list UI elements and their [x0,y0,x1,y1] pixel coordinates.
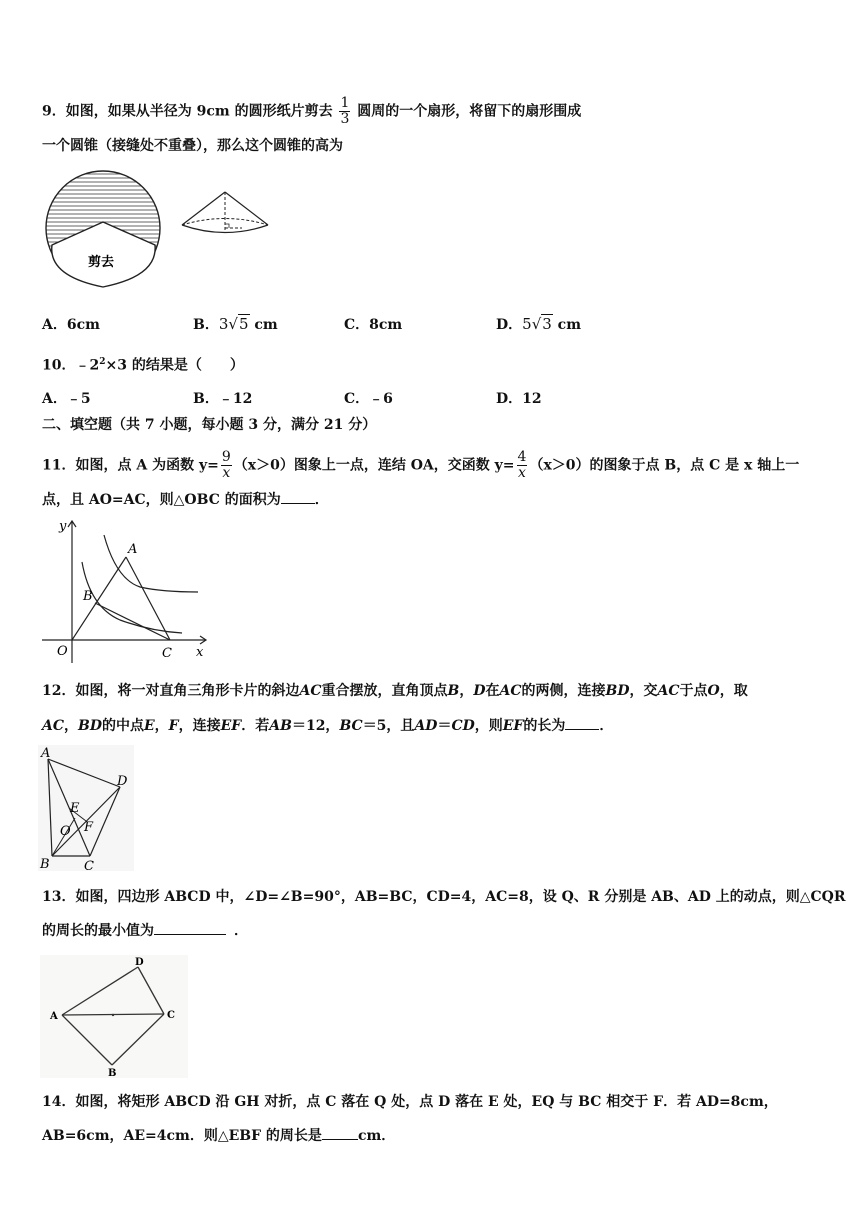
q10-option-b[interactable]: B．﹣12 [193,391,253,407]
q12-t11: ，交 [629,683,658,699]
q9-option-d-prefix: D． [496,317,523,333]
q11-line2-pre: 点，且 AO=AC，则△OBC 的面积为 [42,492,281,508]
q12-t8: AC [499,683,522,699]
q10-option-c[interactable]: C．﹣6 [344,391,393,407]
q10-stem [42,353,244,375]
q11-label-y: y [59,519,67,534]
q9-option-a[interactable]: A．6cm [42,317,100,333]
q11-frac2-den: x [518,465,526,481]
q9-stem-line1 [42,96,581,127]
q10-stem-pre: 10．﹣2 [42,357,100,374]
q12-stem-line2 [42,717,613,735]
q14-stem-line1: 14．如图，将矩形 ABCD 沿 GH 对折，点 C 落在 Q 处，点 D 落在 E 处，EQ 与 BC 相交于 F．若 AD=8cm， [42,1094,778,1110]
q12-t1: 12．如图，将一对直角三角形卡片的斜边 [42,683,300,699]
q13-label-b: B [108,1068,117,1079]
q12-l2i: EF [220,718,242,734]
q14-line2-post: cm． [357,1128,396,1144]
q12-l2m: BC [339,718,363,734]
q12-label-e: E [70,801,80,816]
q13-label-c: C [167,1010,175,1021]
q13-stem-line1: 13．如图，四边形 ABCD 中，∠D=∠B=90°，AB=BC，CD=4，AC=8，设 Q、R 分别是 AB、AD 上的动点，则△CQR [42,889,846,905]
q13-line2-post: ． [234,923,248,939]
q11-p1: 11．如图，点 A 为函数 y= [42,457,219,474]
q11-label-a: A [128,542,138,557]
q12-l2d: 的中点 [102,718,144,734]
q14-stem-line2 [42,1127,395,1145]
q11-stem-line2 [42,491,329,509]
q9-stem-pre: 9．如图，如果从半径为 9cm 的圆形纸片剪去 [42,103,333,120]
section-2-heading: 二、填空题（共 7 小题，每小题 3 分，满分 21 分） [42,417,377,433]
q11-frac2 [517,450,528,481]
q12-l2g: F [168,718,179,734]
q12-label-c: C [84,859,94,874]
q13-line2-pre: 的周长的最小值为 [42,923,154,939]
q12-t13: 于点 [679,683,708,699]
q14-answer-blank[interactable] [322,1139,358,1140]
q12-label-d: D [117,774,128,789]
q12-l2b: ， [64,718,79,734]
q12-t15: ，取 [719,683,748,699]
q11-p2: （x＞0）图象上一点，连结 OA，交函数 y= [233,457,515,474]
q12-answer-blank[interactable] [565,729,599,730]
q9-option-b-unit: cm [249,317,278,333]
q12-t2: AC [299,683,322,699]
q12-l2a: AC [42,718,65,734]
q9-d-coef: 5 [522,315,532,333]
q9-frac-den: 3 [340,111,350,127]
q9-b-rad: 5 [238,315,249,333]
q11-line2-post: ． [314,492,329,508]
q11-p3: （x＞0）的图象于点 B，点 C 是 x 轴上一 [529,457,800,474]
q12-t10: BD [605,683,630,699]
q13-label-a: A [50,1011,58,1022]
q13-label-d: D [135,957,144,968]
q9-b-coef: 3 [218,315,229,333]
q11-frac1-den: x [222,465,231,481]
q12-l2j: ．若 [241,718,270,734]
q14-line2-pre: AB=6cm，AE=4cm．则△EBF 的周长是 [42,1128,322,1144]
q12-label-b: B [40,857,50,872]
q12-t7: 在 [485,683,500,699]
q13-figure [40,955,190,1080]
q12-l2s: EF [502,718,524,734]
q12-label-a: A [41,746,51,761]
q11-figure [40,517,212,665]
q11-stem-line1 [42,450,799,481]
q9-option-d[interactable] [496,314,581,334]
q12-label-o: O [60,824,71,839]
q11-label-c: C [162,646,172,661]
q12-l2o: AD [414,718,438,734]
q11-frac2-num: 4 [517,449,527,465]
q12-t5: ， [459,683,474,699]
q12-l2u: ． [599,718,614,734]
q9-option-b-math: 3√5 [218,315,249,333]
q9-stem-line2: 一个圆锥（接缝处不重叠），那么这个圆锥的高为 [42,138,343,154]
q13-stem-line2 [42,922,248,940]
q12-l2c: BD [78,718,102,734]
q12-figure [38,745,138,873]
q12-l2e: E [144,718,155,734]
q11-label-o: O [57,644,68,659]
q10-option-d[interactable]: D．12 [496,391,542,407]
q9-circle-figure [40,170,170,290]
q11-label-b: B [83,589,93,604]
q9-stem-post: 圆周的一个扇形，将留下的扇形围成 [357,103,582,120]
q11-label-x: x [196,645,204,660]
q11-frac1 [221,450,232,481]
q9-option-b[interactable] [193,314,278,334]
q11-frac1-num: 9 [221,449,231,465]
q12-l2p: ＝ [437,718,452,734]
q10-stem-post: ×3 的结果是（ ） [105,357,244,374]
q9-option-b-prefix: B． [193,317,219,333]
q12-l2n: ＝5，且 [362,718,415,734]
q12-stem-line1 [42,682,748,700]
q12-t12: AC [657,683,680,699]
q9-cut-label: 剪去 [88,255,115,270]
q12-t4: B [447,683,460,699]
q9-fraction [339,96,350,127]
q9-option-d-math: 5√3 [522,315,552,333]
q12-t14: O [707,683,720,699]
q12-l2q: CD [451,718,475,734]
q9-option-c[interactable]: C．8cm [344,317,403,333]
q12-l2f: ， [154,718,169,734]
q12-l2l: ＝12， [291,718,340,734]
q12-label-f: F [84,820,94,835]
q9-option-d-unit: cm [552,317,582,333]
q12-t9: 的两侧，连接 [521,683,606,699]
q12-l2h: ，连接 [178,718,221,734]
q11-answer-blank[interactable] [281,503,315,504]
q12-t6: D [473,683,486,699]
q12-l2t: 的长为 [523,718,566,734]
q13-answer-blank[interactable] [154,934,226,935]
q12-t3: 重合摆放，直角顶点 [321,683,448,699]
q9-d-rad: 3 [542,315,552,333]
q9-frac-num: 1 [340,95,350,111]
q10-option-a[interactable]: A．﹣5 [42,391,91,407]
q12-l2k: AB [269,718,292,734]
q12-l2r: ，则 [474,718,503,734]
q9-cone-figure [180,192,270,242]
q10-stem-sup: 2 [99,357,106,367]
